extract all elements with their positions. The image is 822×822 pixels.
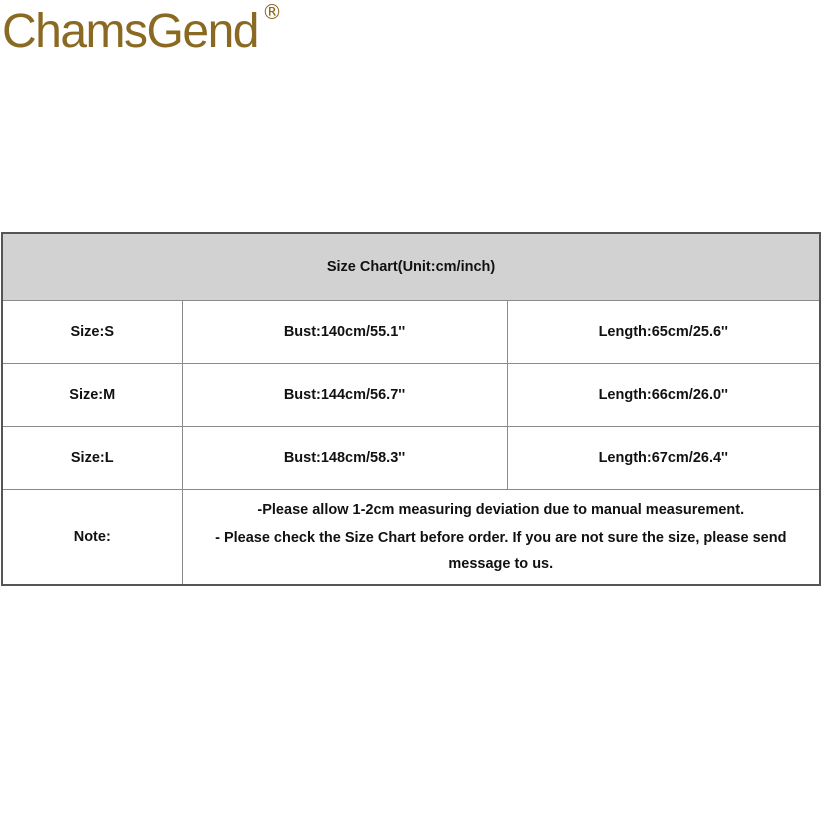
length-value: Length:67cm/26.4'' [507,427,820,490]
length-value: Length:66cm/26.0'' [507,364,820,427]
note-line: -Please allow 1-2cm measuring deviation due to manual measurement. [257,502,745,518]
table-row [2,427,820,490]
size-label: Size:L [2,427,182,490]
note-label: Note: [2,490,182,586]
bust-value: Bust:140cm/55.1'' [182,301,507,364]
note-line: - Please check the Size Chart before order. If you are not sure the size, please send message to us. [215,530,787,572]
length-value: Length:65cm/25.6'' [507,301,820,364]
size-label: Size:S [2,301,182,364]
size-chart-title: Size Chart(Unit:cm/inch) [2,233,820,301]
size-chart-table [1,232,821,586]
bust-value: Bust:144cm/56.7'' [182,364,507,427]
table-row [2,301,820,364]
bust-value: Bust:148cm/58.3'' [182,427,507,490]
registered-mark: ® [262,0,282,24]
note-row [2,490,820,586]
note-content [182,490,820,586]
size-chart-title-row [2,233,820,301]
size-label: Size:M [2,364,182,427]
brand-logo: ChamsGend [2,5,258,58]
table-row [2,364,820,427]
